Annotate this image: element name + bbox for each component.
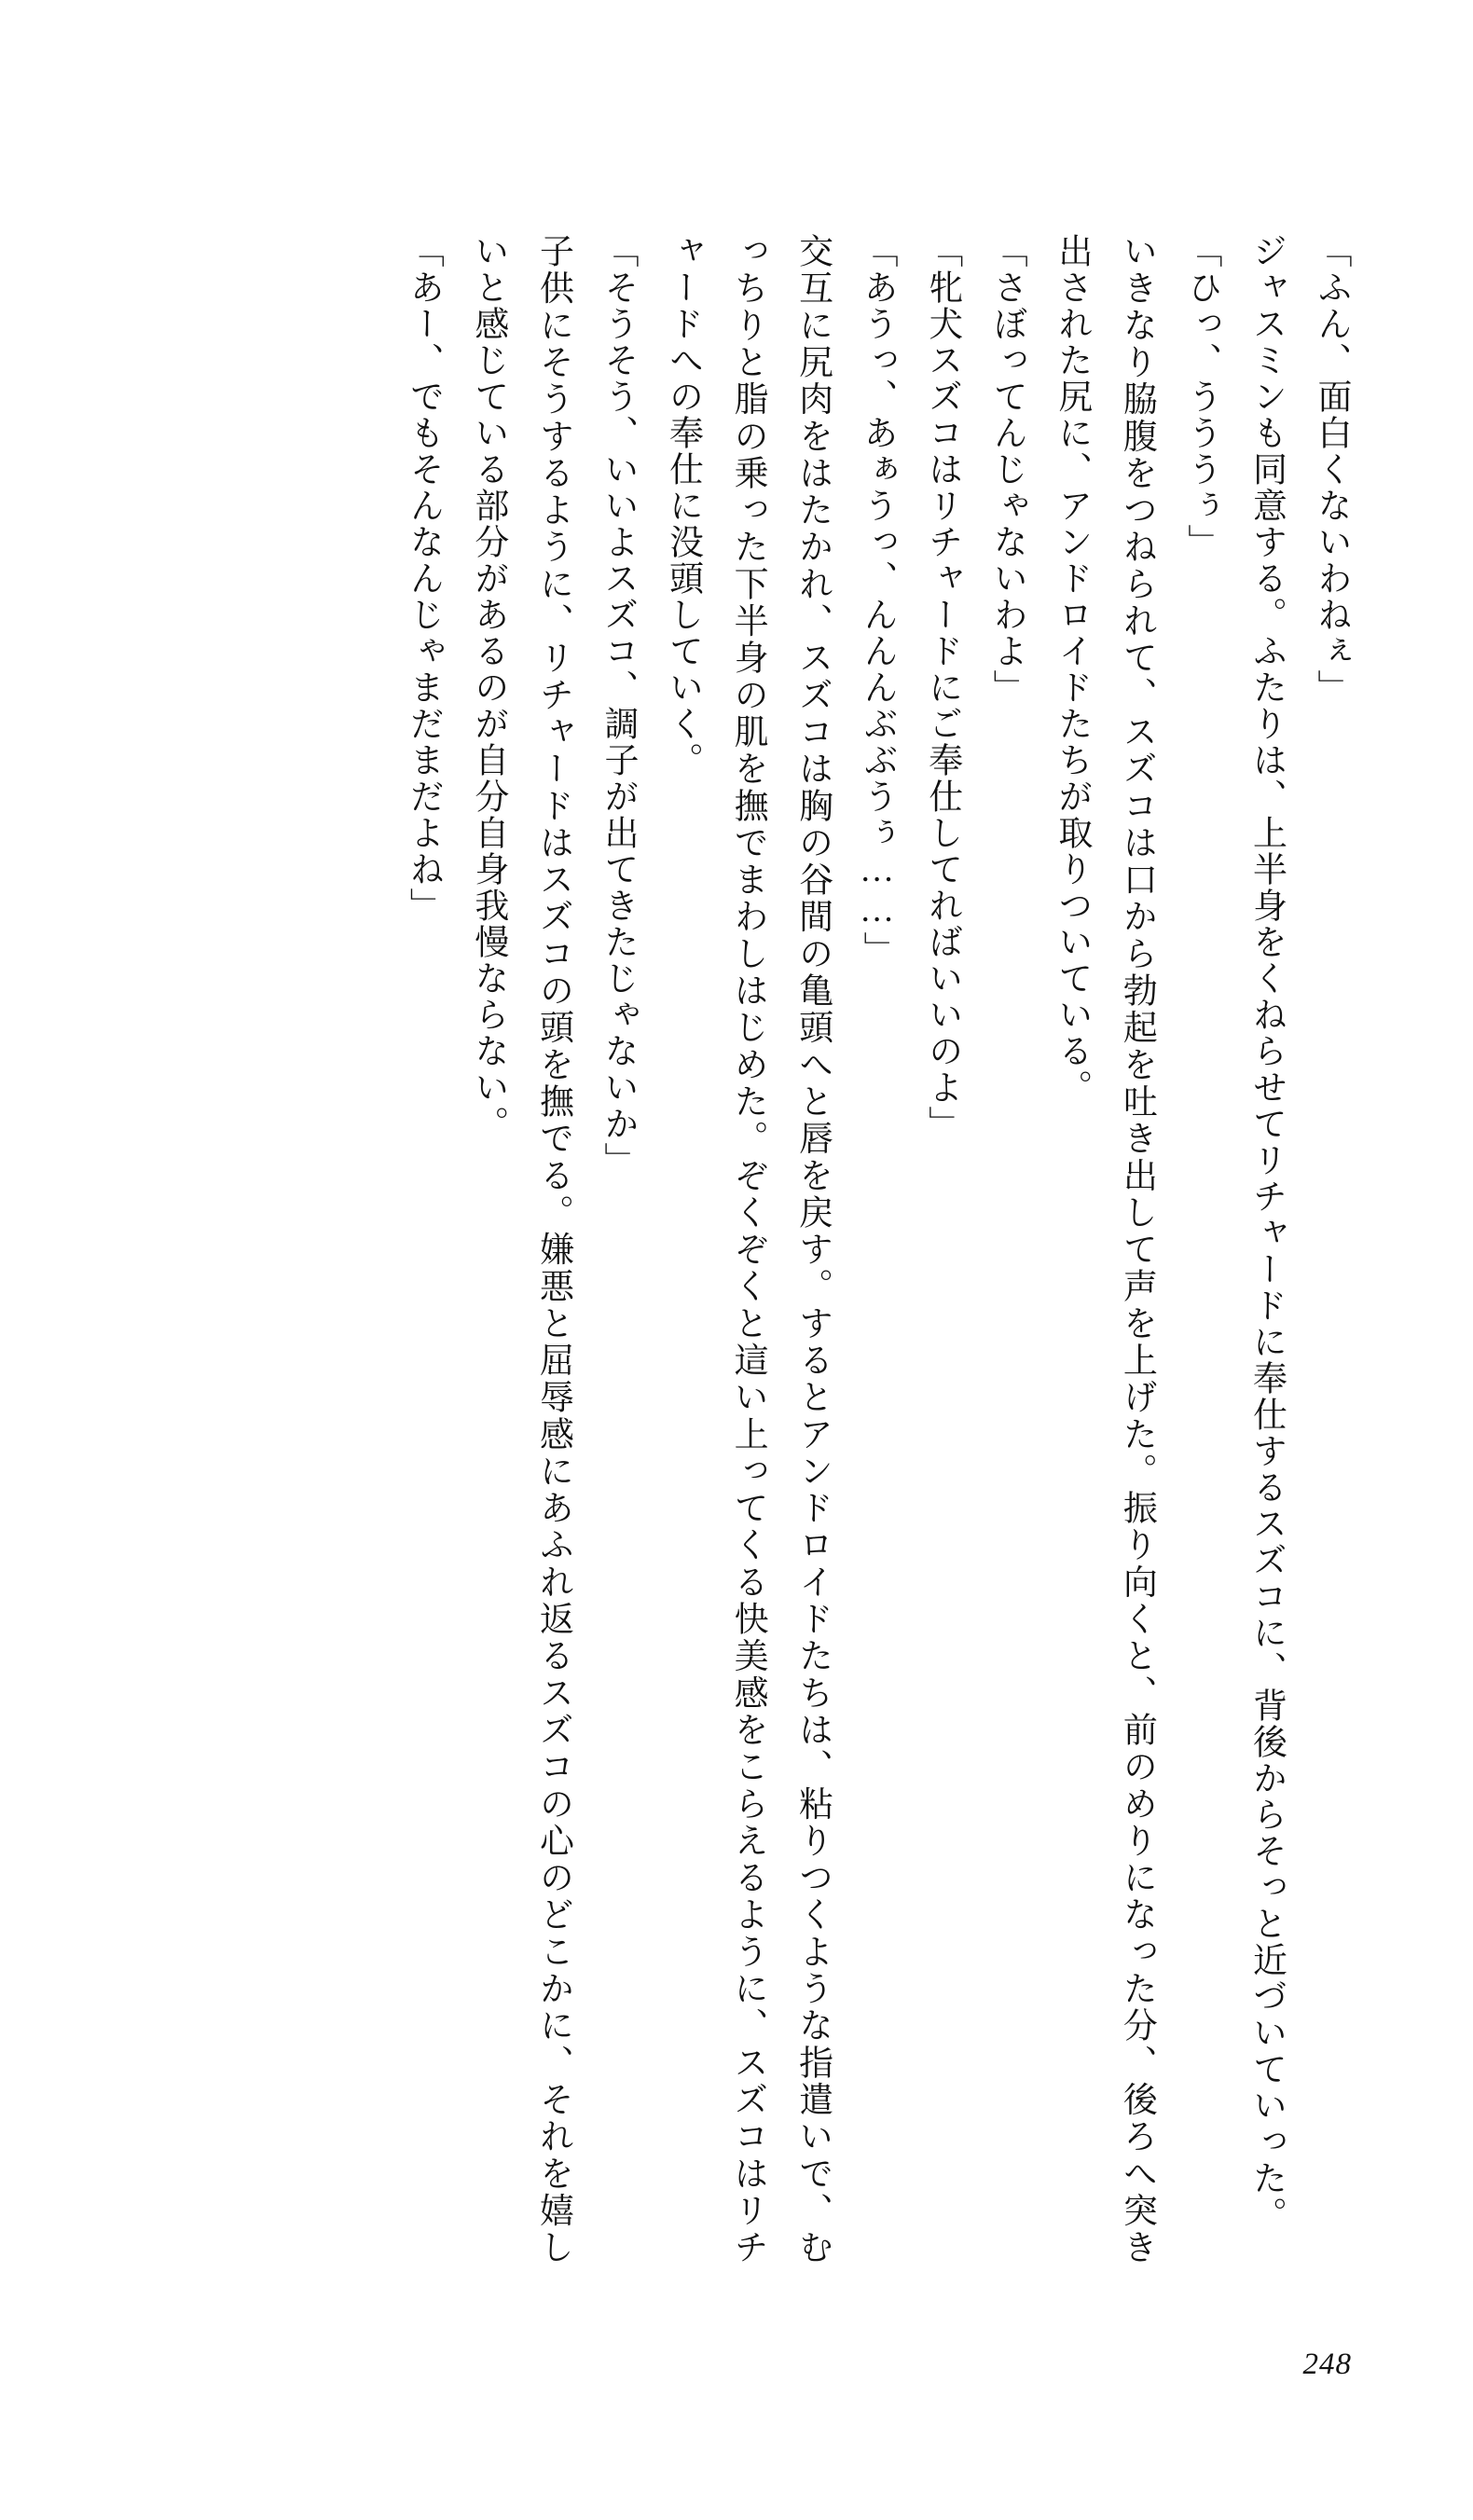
paragraph: 「ひっ、うううぅ」 [1181, 233, 1220, 560]
body-text [123, 233, 1363, 2265]
paragraph: 「牝犬スズコはリチャードにご奉仕してればいいのよ」 [922, 233, 961, 1142]
paragraph: ジャスミンも同意する。ふたりは、上半身をくねらせてリチャードに奉仕するスズコに、背後からそっと近づいていった。 [1246, 233, 1286, 2233]
paragraph: 「そうそう、いいよスズコ、調子が出てきたじゃないか」 [598, 233, 637, 1178]
paragraph: 子供にそうするように、リチャードはスズコの頭を撫でる。嫌悪と屈辱感にあふれ返るスズコの心のどこかに、それを嬉しいと感じている部分があるのが自分自身我慢ならない。 [468, 233, 572, 2265]
paragraph: 交互に尻肉をはたかれ、スズコは胸の谷間の亀頭へと唇を戻す。するとアンドロイドたちは、粘りつくような指遣いで、むっちりと脂の乗った下半身の肌を撫でまわしはじめた。ぞくぞくと這い上ってくる快美感をこらえるように、スズコはリチャードへの奉仕に没頭していく。 [663, 233, 832, 2265]
paragraph: 「さぼってんじゃないわよ」 [987, 233, 1026, 706]
paragraph: 「あうっ、あぁうっ、んんんぶぶうぅ……」 [858, 233, 897, 968]
paragraph: 「ふん、面白くないわねぇ」 [1312, 233, 1350, 706]
paragraph: 「あー、でもそんなんじゃまだまだよね」 [404, 233, 443, 924]
page-number: 248 [1302, 2348, 1352, 2381]
paragraph: いきなり脇腹をつねられて、スズコは口から勃起を吐き出して声を上げた。振り向くと、前のめりになった分、後ろへ突き出された尻に、アンドロイドたちが取りついている。 [1052, 233, 1156, 2266]
